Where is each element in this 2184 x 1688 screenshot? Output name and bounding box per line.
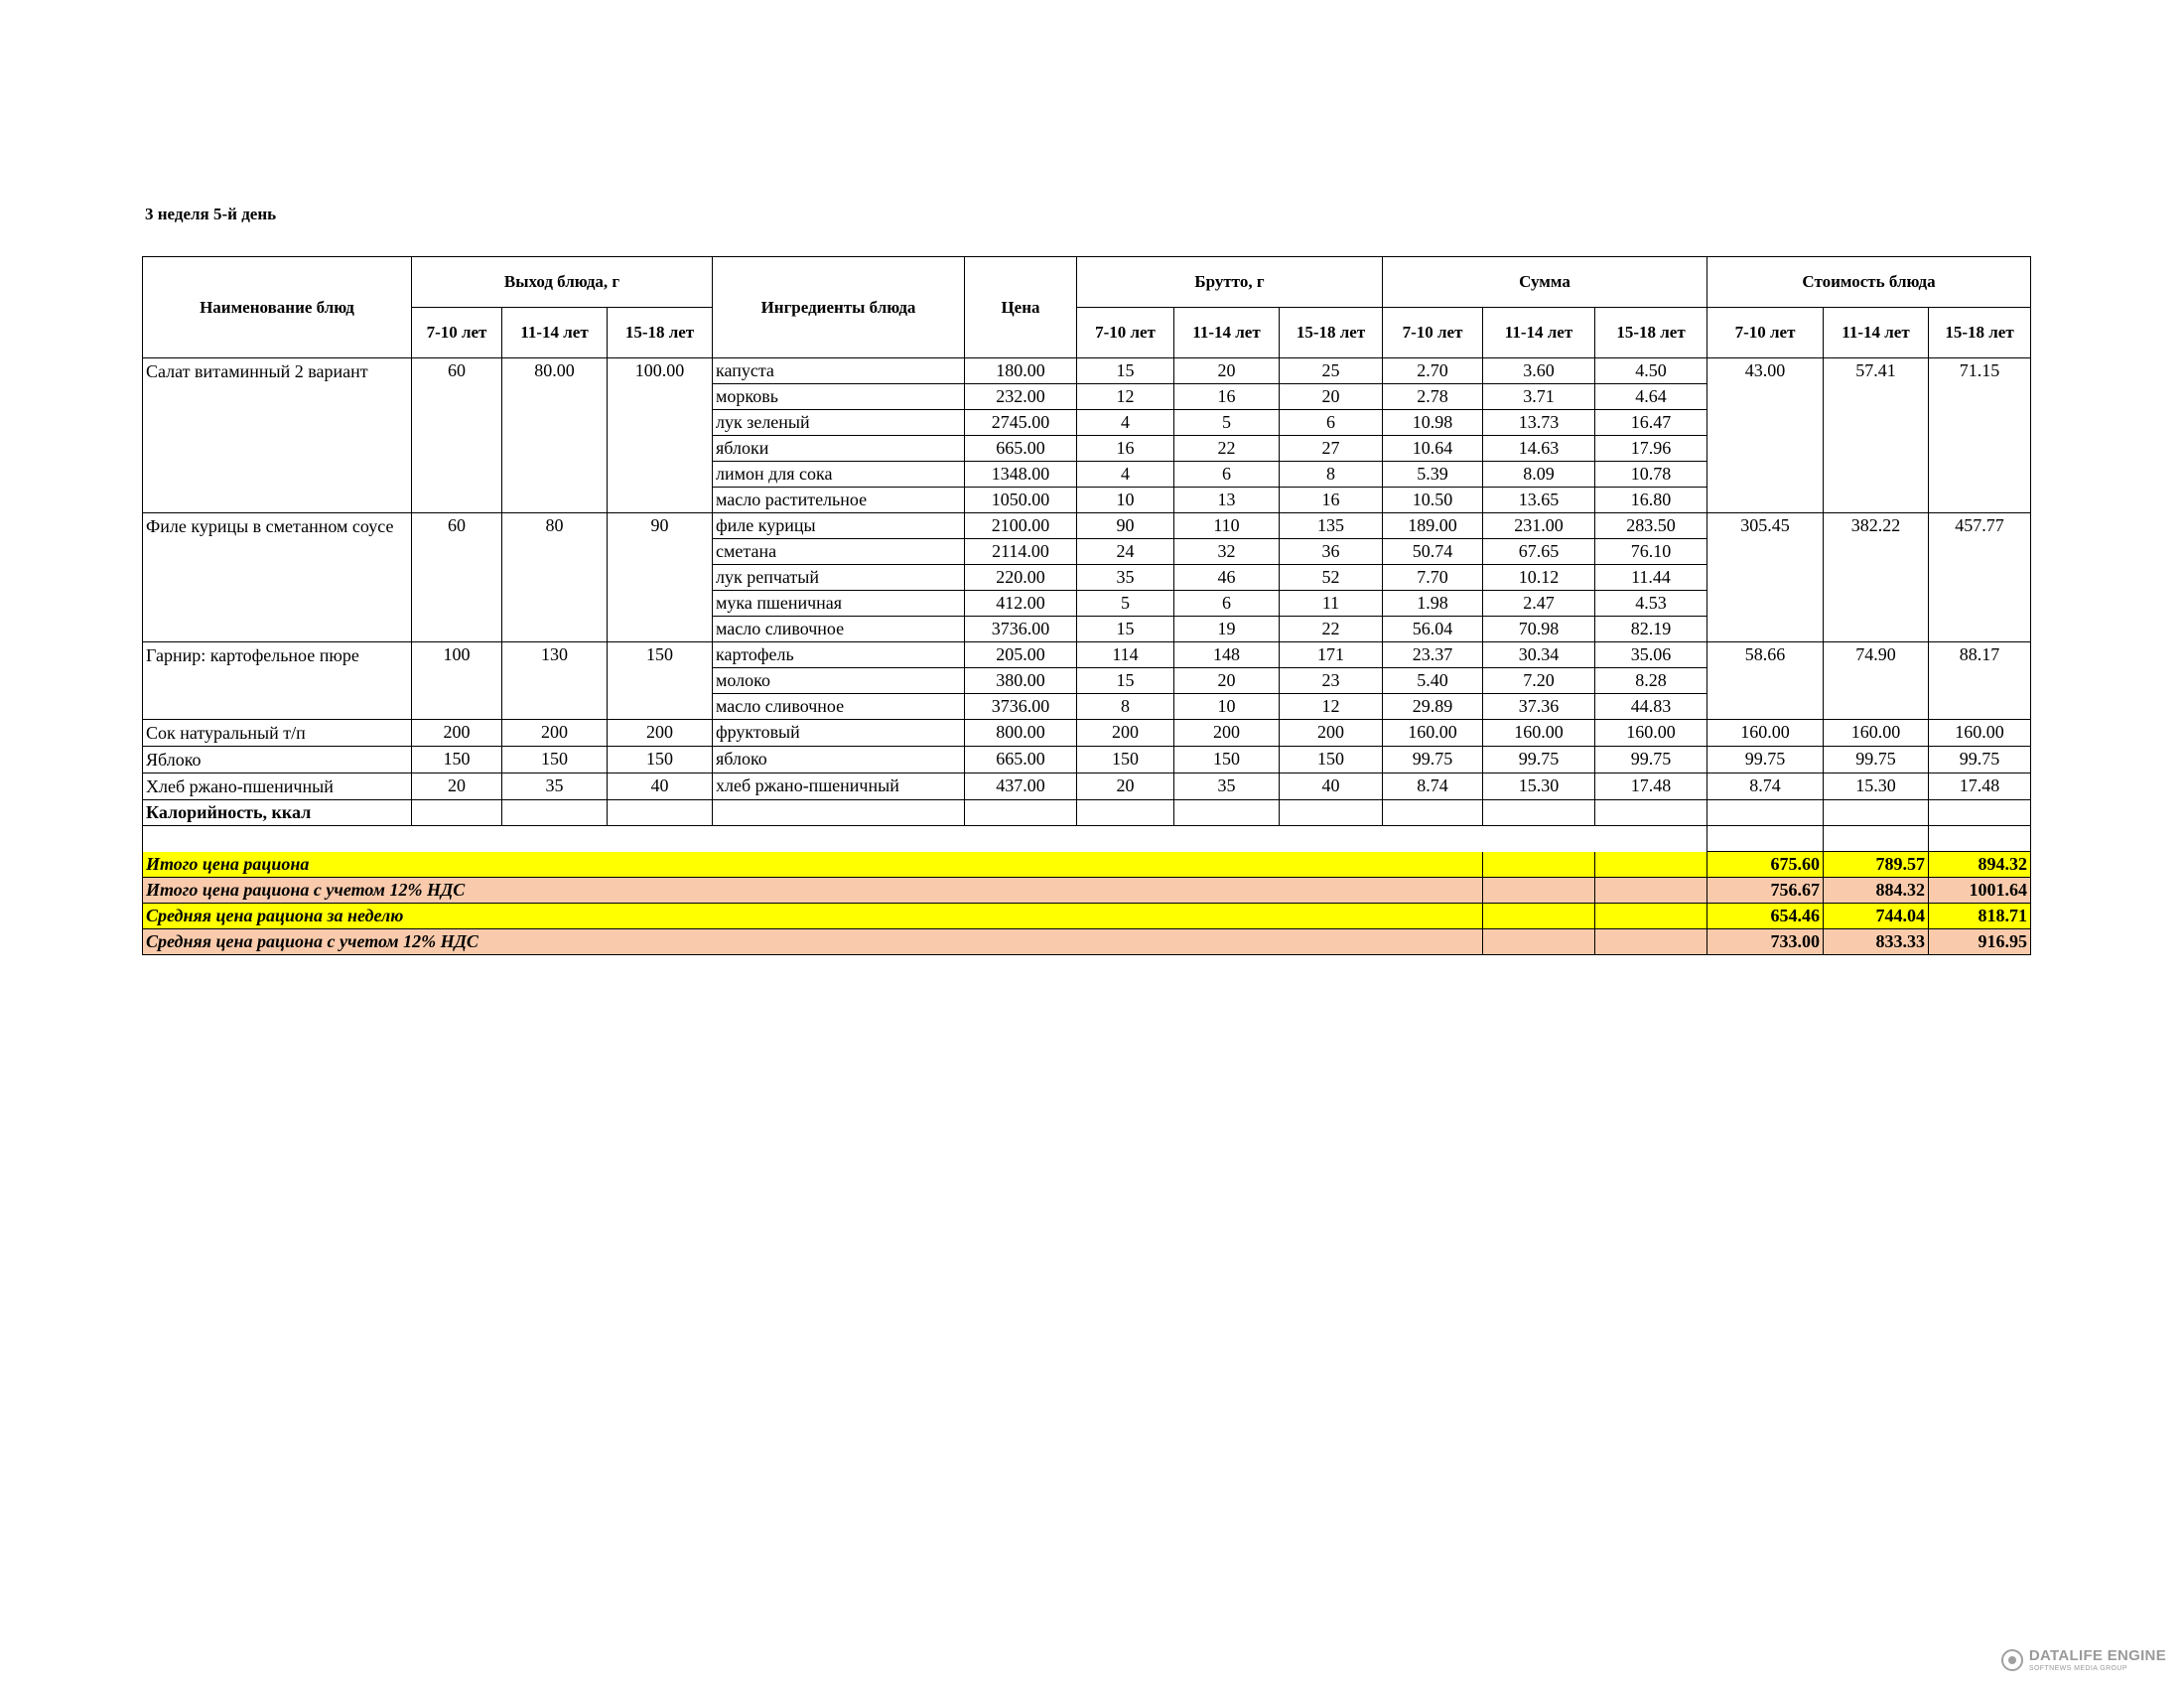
ingredient-price-cell: 1348.00 (965, 462, 1077, 488)
ingredient-sum-cell: 67.65 (1483, 539, 1595, 565)
ingredient-name-cell: молоко (713, 668, 965, 694)
ingredient-price-cell: 2114.00 (965, 539, 1077, 565)
ingredient-sum-cell: 14.63 (1483, 436, 1595, 462)
ingredient-sum-cell: 82.19 (1595, 617, 1707, 642)
ingredient-gross-cell: 10 (1077, 488, 1174, 513)
dish-name-cell: Сок натуральный т/п (143, 720, 412, 747)
menu-table (142, 256, 2031, 955)
ingredient-name-cell: лук зеленый (713, 410, 965, 436)
ingredient-sum-cell: 10.50 (1383, 488, 1483, 513)
ingredient-gross-cell: 27 (1280, 436, 1383, 462)
ingredient-sum-cell: 10.98 (1383, 410, 1483, 436)
table-row (143, 513, 2031, 539)
ingredient-price-cell: 437.00 (965, 774, 1077, 800)
empty-cell (713, 800, 965, 826)
total-value-cell: 756.67 (1707, 878, 1824, 904)
header-age: 11-14 лет (1174, 308, 1280, 358)
ingredient-gross-cell: 46 (1174, 565, 1280, 591)
ingredient-gross-cell: 20 (1077, 774, 1174, 800)
dish-yield-cell: 150 (412, 747, 502, 774)
dish-yield-cell: 60 (412, 358, 502, 513)
ingredient-gross-cell: 36 (1280, 539, 1383, 565)
ingredient-price-cell: 2745.00 (965, 410, 1077, 436)
header-ingredients: Ингредиенты блюда (713, 257, 965, 358)
empty-cell (1077, 800, 1174, 826)
empty-cell (1483, 904, 1595, 929)
ingredient-name-cell: масло сливочное (713, 617, 965, 642)
ingredient-sum-cell: 5.40 (1383, 668, 1483, 694)
total-value-cell: 916.95 (1929, 929, 2031, 955)
ingredient-sum-cell: 76.10 (1595, 539, 1707, 565)
ingredient-sum-cell: 13.65 (1483, 488, 1595, 513)
empty-cell (1483, 878, 1595, 904)
ingredient-gross-cell: 15 (1077, 617, 1174, 642)
dish-yield-cell: 150 (502, 747, 608, 774)
ingredient-gross-cell: 16 (1174, 384, 1280, 410)
total-value-cell: 744.04 (1824, 904, 1929, 929)
ingredient-gross-cell: 16 (1280, 488, 1383, 513)
ingredient-name-cell: картофель (713, 642, 965, 668)
ingredient-gross-cell: 150 (1280, 747, 1383, 774)
ingredient-price-cell: 665.00 (965, 747, 1077, 774)
calories-label: Калорийность, ккал (143, 800, 412, 826)
empty-cell (1824, 800, 1929, 826)
ingredient-sum-cell: 99.75 (1595, 747, 1707, 774)
ingredient-sum-cell: 160.00 (1483, 720, 1595, 747)
ingredient-name-cell: лимон для сока (713, 462, 965, 488)
ingredient-sum-cell: 8.09 (1483, 462, 1595, 488)
ingredient-name-cell: фруктовый (713, 720, 965, 747)
empty-cell (1595, 904, 1707, 929)
calories-row (143, 800, 2031, 826)
header-dish-name: Наименование блюд (143, 257, 412, 358)
ingredient-sum-cell: 16.47 (1595, 410, 1707, 436)
header-age: 7-10 лет (1383, 308, 1483, 358)
ingredient-price-cell: 3736.00 (965, 694, 1077, 720)
dish-yield-cell: 100 (412, 642, 502, 720)
ingredient-gross-cell: 6 (1174, 591, 1280, 617)
empty-cell (1929, 800, 2031, 826)
ingredient-gross-cell: 200 (1077, 720, 1174, 747)
ingredient-gross-cell: 8 (1077, 694, 1174, 720)
ingredient-name-cell: яблоки (713, 436, 965, 462)
empty-cell (1595, 800, 1707, 826)
ingredient-sum-cell: 5.39 (1383, 462, 1483, 488)
ingredient-gross-cell: 35 (1174, 774, 1280, 800)
dish-cost-cell: 99.75 (1929, 747, 2031, 774)
empty-cell (608, 800, 713, 826)
dish-yield-cell: 200 (412, 720, 502, 747)
total-label: Итого цена рациона с учетом 12% НДС (143, 878, 1483, 904)
ingredient-gross-cell: 10 (1174, 694, 1280, 720)
ingredient-gross-cell: 200 (1280, 720, 1383, 747)
ingredient-sum-cell: 44.83 (1595, 694, 1707, 720)
ingredient-price-cell: 180.00 (965, 358, 1077, 384)
ingredient-sum-cell: 3.71 (1483, 384, 1595, 410)
ingredient-gross-cell: 6 (1174, 462, 1280, 488)
dish-yield-cell: 100.00 (608, 358, 713, 513)
ingredient-price-cell: 220.00 (965, 565, 1077, 591)
dish-cost-cell: 160.00 (1824, 720, 1929, 747)
dish-name-cell: Филе курицы в сметанном соусе (143, 513, 412, 642)
dish-yield-cell: 130 (502, 642, 608, 720)
empty-cell (1280, 800, 1383, 826)
ingredient-sum-cell: 13.73 (1483, 410, 1595, 436)
ingredient-sum-cell: 231.00 (1483, 513, 1595, 539)
total-row (143, 852, 2031, 878)
empty-cell (143, 826, 1707, 852)
ingredient-sum-cell: 30.34 (1483, 642, 1595, 668)
header-age: 7-10 лет (1077, 308, 1174, 358)
empty-cell (1483, 929, 1595, 955)
ingredient-sum-cell: 17.96 (1595, 436, 1707, 462)
ingredient-price-cell: 665.00 (965, 436, 1077, 462)
dish-yield-cell: 200 (608, 720, 713, 747)
total-value-cell: 884.32 (1824, 878, 1929, 904)
header-age: 15-18 лет (608, 308, 713, 358)
table-row (143, 747, 2031, 774)
ingredient-name-cell: мука пшеничная (713, 591, 965, 617)
total-label: Средняя цена рациона с учетом 12% НДС (143, 929, 1483, 955)
ingredient-gross-cell: 35 (1077, 565, 1174, 591)
ingredient-sum-cell: 7.70 (1383, 565, 1483, 591)
dish-cost-cell: 74.90 (1824, 642, 1929, 720)
ingredient-price-cell: 205.00 (965, 642, 1077, 668)
header-yield: Выход блюда, г (412, 257, 713, 308)
ingredient-price-cell: 3736.00 (965, 617, 1077, 642)
total-value-cell: 789.57 (1824, 852, 1929, 878)
ingredient-gross-cell: 150 (1077, 747, 1174, 774)
ingredient-sum-cell: 4.50 (1595, 358, 1707, 384)
ingredient-sum-cell: 56.04 (1383, 617, 1483, 642)
watermark-main: DATALIFE ENGINE (2028, 1647, 2166, 1664)
dish-yield-cell: 150 (608, 747, 713, 774)
ingredient-sum-cell: 17.48 (1595, 774, 1707, 800)
header-gross: Брутто, г (1077, 257, 1383, 308)
total-row (143, 929, 2031, 955)
dish-cost-cell: 57.41 (1824, 358, 1929, 513)
ingredient-price-cell: 232.00 (965, 384, 1077, 410)
ingredient-gross-cell: 5 (1174, 410, 1280, 436)
total-value-cell: 654.46 (1707, 904, 1824, 929)
total-value-cell: 1001.64 (1929, 878, 2031, 904)
ingredient-gross-cell: 11 (1280, 591, 1383, 617)
dish-cost-cell: 305.45 (1707, 513, 1824, 642)
ingredient-gross-cell: 40 (1280, 774, 1383, 800)
header-age: 11-14 лет (1824, 308, 1929, 358)
ingredient-name-cell: масло растительное (713, 488, 965, 513)
dish-cost-cell: 99.75 (1824, 747, 1929, 774)
dish-yield-cell: 40 (608, 774, 713, 800)
ingredient-name-cell: филе курицы (713, 513, 965, 539)
datalife-logo-icon (2001, 1649, 2023, 1671)
header-age: 7-10 лет (412, 308, 502, 358)
empty-cell (412, 800, 502, 826)
dish-cost-cell: 160.00 (1707, 720, 1824, 747)
empty-cell (965, 800, 1077, 826)
ingredient-sum-cell: 10.78 (1595, 462, 1707, 488)
ingredient-price-cell: 800.00 (965, 720, 1077, 747)
empty-cell (1824, 826, 1929, 852)
empty-cell (1707, 800, 1824, 826)
dish-cost-cell: 15.30 (1824, 774, 1929, 800)
ingredient-sum-cell: 10.64 (1383, 436, 1483, 462)
total-label: Итого цена рациона (143, 852, 1483, 878)
ingredient-gross-cell: 171 (1280, 642, 1383, 668)
ingredient-sum-cell: 4.53 (1595, 591, 1707, 617)
ingredient-sum-cell: 11.44 (1595, 565, 1707, 591)
dish-cost-cell: 160.00 (1929, 720, 2031, 747)
ingredient-gross-cell: 12 (1077, 384, 1174, 410)
watermark (2001, 1648, 2166, 1672)
ingredient-gross-cell: 13 (1174, 488, 1280, 513)
empty-cell (1595, 929, 1707, 955)
header-age: 15-18 лет (1929, 308, 2031, 358)
ingredient-gross-cell: 4 (1077, 410, 1174, 436)
dish-cost-cell: 43.00 (1707, 358, 1824, 513)
dish-cost-cell: 382.22 (1824, 513, 1929, 642)
header-price: Цена (965, 257, 1077, 358)
ingredient-gross-cell: 19 (1174, 617, 1280, 642)
ingredient-gross-cell: 200 (1174, 720, 1280, 747)
dish-yield-cell: 200 (502, 720, 608, 747)
ingredient-sum-cell: 15.30 (1483, 774, 1595, 800)
ingredient-sum-cell: 70.98 (1483, 617, 1595, 642)
ingredient-gross-cell: 150 (1174, 747, 1280, 774)
total-value-cell: 818.71 (1929, 904, 2031, 929)
ingredient-sum-cell: 2.78 (1383, 384, 1483, 410)
ingredient-price-cell: 380.00 (965, 668, 1077, 694)
dish-name-cell: Гарнир: картофельное пюре (143, 642, 412, 720)
ingredient-name-cell: капуста (713, 358, 965, 384)
dish-name-cell: Салат витаминный 2 вариант (143, 358, 412, 513)
empty-cell (1707, 826, 1824, 852)
ingredient-sum-cell: 1.98 (1383, 591, 1483, 617)
ingredient-name-cell: яблоко (713, 747, 965, 774)
ingredient-gross-cell: 52 (1280, 565, 1383, 591)
total-row (143, 878, 2031, 904)
table-row (143, 720, 2031, 747)
ingredient-sum-cell: 35.06 (1595, 642, 1707, 668)
ingredient-gross-cell: 148 (1174, 642, 1280, 668)
ingredient-name-cell: морковь (713, 384, 965, 410)
header-age: 15-18 лет (1595, 308, 1707, 358)
ingredient-sum-cell: 16.80 (1595, 488, 1707, 513)
ingredient-sum-cell: 29.89 (1383, 694, 1483, 720)
ingredient-gross-cell: 114 (1077, 642, 1174, 668)
ingredient-gross-cell: 90 (1077, 513, 1174, 539)
ingredient-sum-cell: 10.12 (1483, 565, 1595, 591)
ingredient-price-cell: 412.00 (965, 591, 1077, 617)
total-value-cell: 733.00 (1707, 929, 1824, 955)
ingredient-gross-cell: 15 (1077, 358, 1174, 384)
empty-cell (1383, 800, 1483, 826)
dish-cost-cell: 58.66 (1707, 642, 1824, 720)
header-age: 11-14 лет (502, 308, 608, 358)
ingredient-gross-cell: 6 (1280, 410, 1383, 436)
ingredient-name-cell: масло сливочное (713, 694, 965, 720)
dish-name-cell: Хлеб ржано-пшеничный (143, 774, 412, 800)
ingredient-gross-cell: 20 (1174, 668, 1280, 694)
total-value-cell: 675.60 (1707, 852, 1824, 878)
header-cost: Стоимость блюда (1707, 257, 2031, 308)
ingredient-gross-cell: 15 (1077, 668, 1174, 694)
ingredient-price-cell: 2100.00 (965, 513, 1077, 539)
ingredient-gross-cell: 24 (1077, 539, 1174, 565)
ingredient-sum-cell: 2.47 (1483, 591, 1595, 617)
dish-yield-cell: 150 (608, 642, 713, 720)
total-label: Средняя цена рациона за неделю (143, 904, 1483, 929)
ingredient-gross-cell: 16 (1077, 436, 1174, 462)
empty-cell (1174, 800, 1280, 826)
ingredient-price-cell: 1050.00 (965, 488, 1077, 513)
ingredient-gross-cell: 25 (1280, 358, 1383, 384)
ingredient-gross-cell: 20 (1280, 384, 1383, 410)
ingredient-sum-cell: 4.64 (1595, 384, 1707, 410)
ingredient-name-cell: хлеб ржано-пшеничный (713, 774, 965, 800)
ingredient-sum-cell: 283.50 (1595, 513, 1707, 539)
spacer-row (143, 826, 2031, 852)
ingredient-gross-cell: 22 (1280, 617, 1383, 642)
table-row (143, 774, 2031, 800)
table-row (143, 642, 2031, 668)
dish-name-cell: Яблоко (143, 747, 412, 774)
dish-yield-cell: 60 (412, 513, 502, 642)
dish-yield-cell: 80.00 (502, 358, 608, 513)
header-age: 7-10 лет (1707, 308, 1824, 358)
ingredient-gross-cell: 12 (1280, 694, 1383, 720)
ingredient-name-cell: лук репчатый (713, 565, 965, 591)
total-row (143, 904, 2031, 929)
ingredient-gross-cell: 110 (1174, 513, 1280, 539)
ingredient-sum-cell: 99.75 (1483, 747, 1595, 774)
table-body (143, 358, 2031, 955)
watermark-sub: SOFTNEWS MEDIA GROUP (2028, 1665, 2127, 1672)
table-row (143, 358, 2031, 384)
ingredient-gross-cell: 4 (1077, 462, 1174, 488)
ingredient-gross-cell: 23 (1280, 668, 1383, 694)
dish-cost-cell: 8.74 (1707, 774, 1824, 800)
ingredient-gross-cell: 32 (1174, 539, 1280, 565)
header-age: 11-14 лет (1483, 308, 1595, 358)
ingredient-gross-cell: 22 (1174, 436, 1280, 462)
table-header (143, 257, 2031, 358)
ingredient-sum-cell: 8.28 (1595, 668, 1707, 694)
empty-cell (1483, 800, 1595, 826)
ingredient-sum-cell: 8.74 (1383, 774, 1483, 800)
ingredient-sum-cell: 7.20 (1483, 668, 1595, 694)
dish-yield-cell: 35 (502, 774, 608, 800)
ingredient-sum-cell: 160.00 (1595, 720, 1707, 747)
total-value-cell: 833.33 (1824, 929, 1929, 955)
ingredient-sum-cell: 189.00 (1383, 513, 1483, 539)
total-value-cell: 894.32 (1929, 852, 2031, 878)
empty-cell (1483, 852, 1595, 878)
ingredient-sum-cell: 37.36 (1483, 694, 1595, 720)
ingredient-sum-cell: 99.75 (1383, 747, 1483, 774)
dish-yield-cell: 90 (608, 513, 713, 642)
empty-cell (1595, 878, 1707, 904)
dish-cost-cell: 457.77 (1929, 513, 2031, 642)
ingredient-gross-cell: 20 (1174, 358, 1280, 384)
header-sum: Сумма (1383, 257, 1707, 308)
page-title: 3 неделя 5-й день (145, 205, 277, 223)
dish-cost-cell: 17.48 (1929, 774, 2031, 800)
dish-cost-cell: 99.75 (1707, 747, 1824, 774)
empty-cell (502, 800, 608, 826)
ingredient-gross-cell: 8 (1280, 462, 1383, 488)
ingredient-sum-cell: 2.70 (1383, 358, 1483, 384)
empty-cell (1929, 826, 2031, 852)
ingredient-gross-cell: 135 (1280, 513, 1383, 539)
empty-cell (1595, 852, 1707, 878)
ingredient-sum-cell: 3.60 (1483, 358, 1595, 384)
dish-cost-cell: 71.15 (1929, 358, 2031, 513)
ingredient-gross-cell: 5 (1077, 591, 1174, 617)
ingredient-name-cell: сметана (713, 539, 965, 565)
ingredient-sum-cell: 160.00 (1383, 720, 1483, 747)
dish-yield-cell: 80 (502, 513, 608, 642)
dish-cost-cell: 88.17 (1929, 642, 2031, 720)
ingredient-sum-cell: 23.37 (1383, 642, 1483, 668)
ingredient-sum-cell: 50.74 (1383, 539, 1483, 565)
dish-yield-cell: 20 (412, 774, 502, 800)
header-age: 15-18 лет (1280, 308, 1383, 358)
